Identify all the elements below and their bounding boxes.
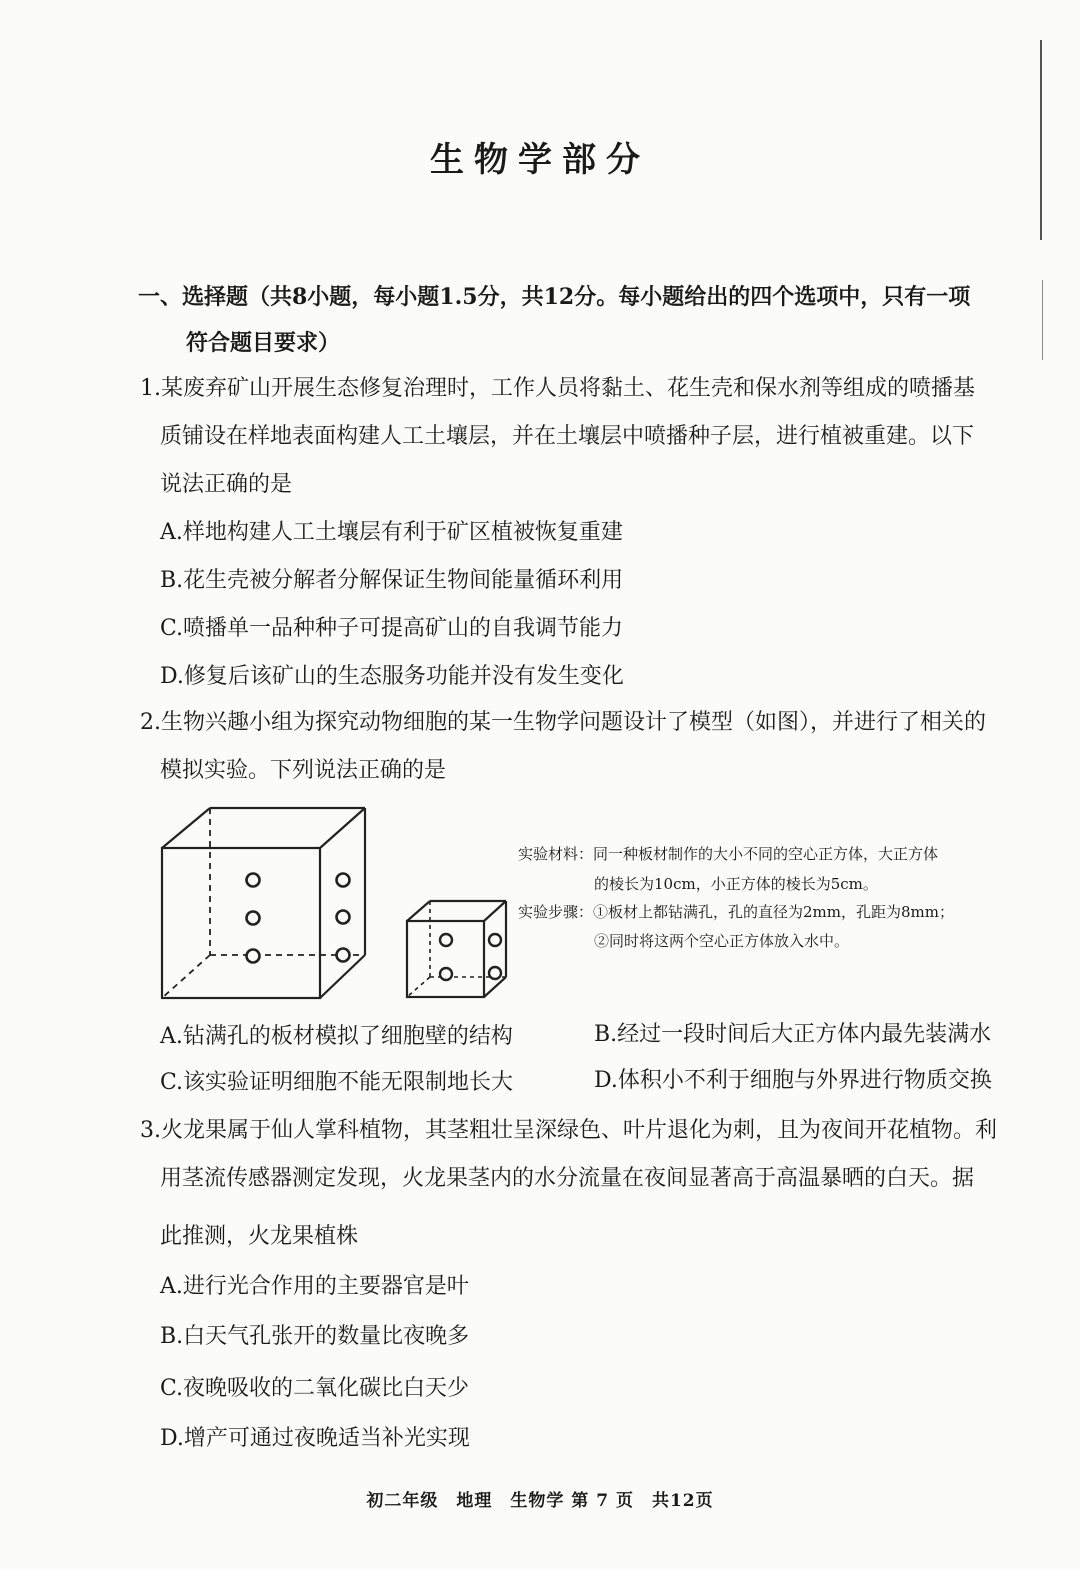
figure-steps: 实验步骤：①板材上都钻满孔，孔的直径为2mm，孔距为8mm； bbox=[518, 903, 954, 921]
scan-edge-line bbox=[1042, 280, 1043, 360]
section-heading-cont: 符合题目要求） bbox=[186, 330, 341, 356]
q3-option-a: A.进行光合作用的主要器官是叶 bbox=[160, 1274, 469, 1299]
page-footer: 初二年级 地理 生物学 第 7 页 共12页 bbox=[366, 1491, 714, 1511]
q1-option-d: D.修复后该矿山的生态服务功能并没有发生变化 bbox=[160, 664, 624, 689]
q1-option-a: A.样地构建人工土壤层有利于矿区植被恢复重建 bbox=[160, 520, 623, 545]
q1-option-b: B.花生壳被分解者分解保证生物间能量循环利用 bbox=[160, 568, 624, 593]
figure-materials: 实验材料：同一种板材制作的大小不同的空心正方体，大正方体 bbox=[518, 845, 939, 863]
q2-stem-line: 2.生物兴趣小组为探究动物细胞的某一生物学问题设计了模型（如图），并进行了相关的 bbox=[140, 710, 986, 735]
q1-option-c: C.喷播单一品种种子可提高矿山的自我调节能力 bbox=[160, 616, 624, 641]
q3-option-d: D.增产可通过夜晚适当补光实现 bbox=[160, 1426, 470, 1451]
q2-option-a: A.钻满孔的板材模拟了细胞壁的结构 bbox=[160, 1024, 513, 1049]
section-heading: 一、选择题（共8小题，每小题1.5分，共12分。每小题给出的四个选项中，只有一项 bbox=[138, 284, 971, 310]
figure-steps-cont: ②同时将这两个空心正方体放入水中。 bbox=[594, 932, 850, 950]
q2-stem-line: 模拟实验。下列说法正确的是 bbox=[160, 758, 447, 783]
q1-stem-line: 质铺设在样地表面构建人工土壤层，并在土壤层中喷播种子层，进行植被重建。以下 bbox=[160, 424, 975, 449]
q3-stem-line: 此推测，火龙果植株 bbox=[160, 1224, 359, 1249]
q2-option-c: C.该实验证明细胞不能无限制地长大 bbox=[160, 1070, 514, 1095]
q1-stem-line: 说法正确的是 bbox=[160, 472, 293, 497]
q3-stem-line: 用茎流传感器测定发现，火龙果茎内的水分流量在夜间显著高于高温暴晒的白天。据 bbox=[160, 1166, 975, 1191]
q3-option-c: C.夜晚吸收的二氧化碳比白天少 bbox=[160, 1376, 470, 1401]
figure-materials-cont: 的棱长为10cm，小正方体的棱长为5cm。 bbox=[594, 875, 878, 893]
page-title: 生物学部分 bbox=[430, 140, 650, 180]
q2-option-d: D.体积小不利于细胞与外界进行物质交换 bbox=[594, 1068, 992, 1093]
q2-option-b: B.经过一段时间后大正方体内最先装满水 bbox=[594, 1022, 992, 1047]
small-cube-diagram bbox=[400, 895, 520, 1005]
q1-stem-line: 1.某废弃矿山开展生态修复治理时，工作人员将黏土、花生壳和保水剂等组成的喷播基 bbox=[140, 376, 975, 401]
q3-stem-line: 3.火龙果属于仙人掌科植物，其茎粗壮呈深绿色、叶片退化为刺，且为夜间开花植物。利 bbox=[140, 1118, 997, 1143]
q3-option-b: B.白天气孔张开的数量比夜晚多 bbox=[160, 1324, 470, 1349]
large-cube-diagram bbox=[150, 800, 380, 1010]
